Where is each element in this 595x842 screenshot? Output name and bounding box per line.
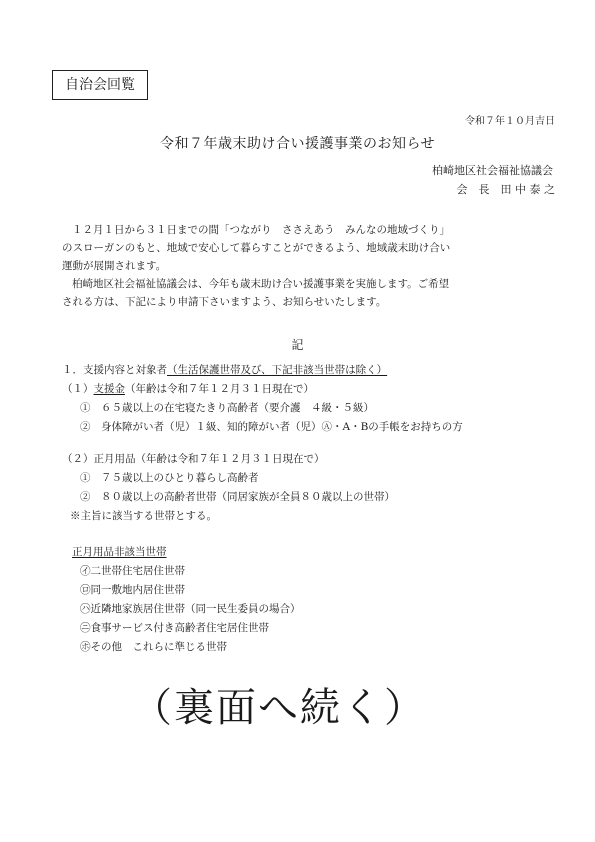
new-year-note: ※主旨に該当する世帯とする。 [70,510,217,522]
exclusion-item: ㋺同一敷地内居住世帯 [80,584,185,596]
section-1-exclusion: （生活保護世帯及び、下記非該当世帯は除く） [167,364,388,376]
support-money-note: （年齢は令和７年１２月３１日現在で） [125,383,314,395]
intro-line: １２月１日から３１日までの間「つながり ささえあう みんなの地域づくり」 [72,224,450,236]
section-1-heading [62,362,387,377]
exclusion-item: ㋑二世帯住宅居住世帯 [80,565,185,577]
support-money-num: （１） [62,383,94,395]
support-money-heading [62,381,314,396]
chairperson: 会 長 田 中 泰 之 [456,183,555,196]
exclusion-heading: 正月用品非該当世帯 [72,546,167,558]
new-year-item: ① ７５歳以上のひとり暮らし高齢者 [80,472,259,484]
exclusion-item: ㋭その他 これらに準じる世帯 [80,641,227,653]
continued-notice: （裏面へ続く） [132,685,426,731]
issue-date: 令和７年１０月吉日 [465,116,555,127]
intro-line: 柏崎地区社会福祉協議会は、今年も歳末助け合い援護事業を実施します。ご希望 [72,278,450,290]
ki-heading: 記 [291,338,304,352]
exclusion-item: ㋩近隣地家族居住世帯（同一民生委員の場合） [80,603,301,615]
intro-line: される方は、下記により申請下さいますよう、お知らせいたします。 [62,296,387,308]
page-title: 令和７年歳末助け合い援護事業のお知らせ [159,136,436,152]
intro-line: のスローガンのもと、地域で安心して暮らすことができるよう、地域歳末助け合い [62,242,451,254]
support-money-item: ② 身体障がい者（児）１級、知的障がい者（児）Ⓐ・A・Bの手帳をお持ちの方 [80,421,463,433]
organization-name: 柏崎地区社会福祉協議会 [432,164,553,177]
exclusion-item: ㋥食事サービス付き高齢者住宅居住世帯 [80,622,269,634]
intro-line: 運動が展開されます。 [62,260,167,272]
section-1-prefix: １．支援内容と対象者 [62,364,167,376]
new-year-heading: （２）正月用品（年齢は令和７年１２月３１日現在で） [62,453,325,465]
support-money-label: 支援金 [93,383,125,395]
support-money-item: ① ６５歳以上の在宅寝たきり高齢者（要介護 ４級・５級） [80,402,374,414]
circulation-label: 自治会回覧 [52,70,148,100]
new-year-item: ② ８０歳以上の高齢者世帯（同居家族が全員８０歳以上の世帯） [80,491,395,503]
